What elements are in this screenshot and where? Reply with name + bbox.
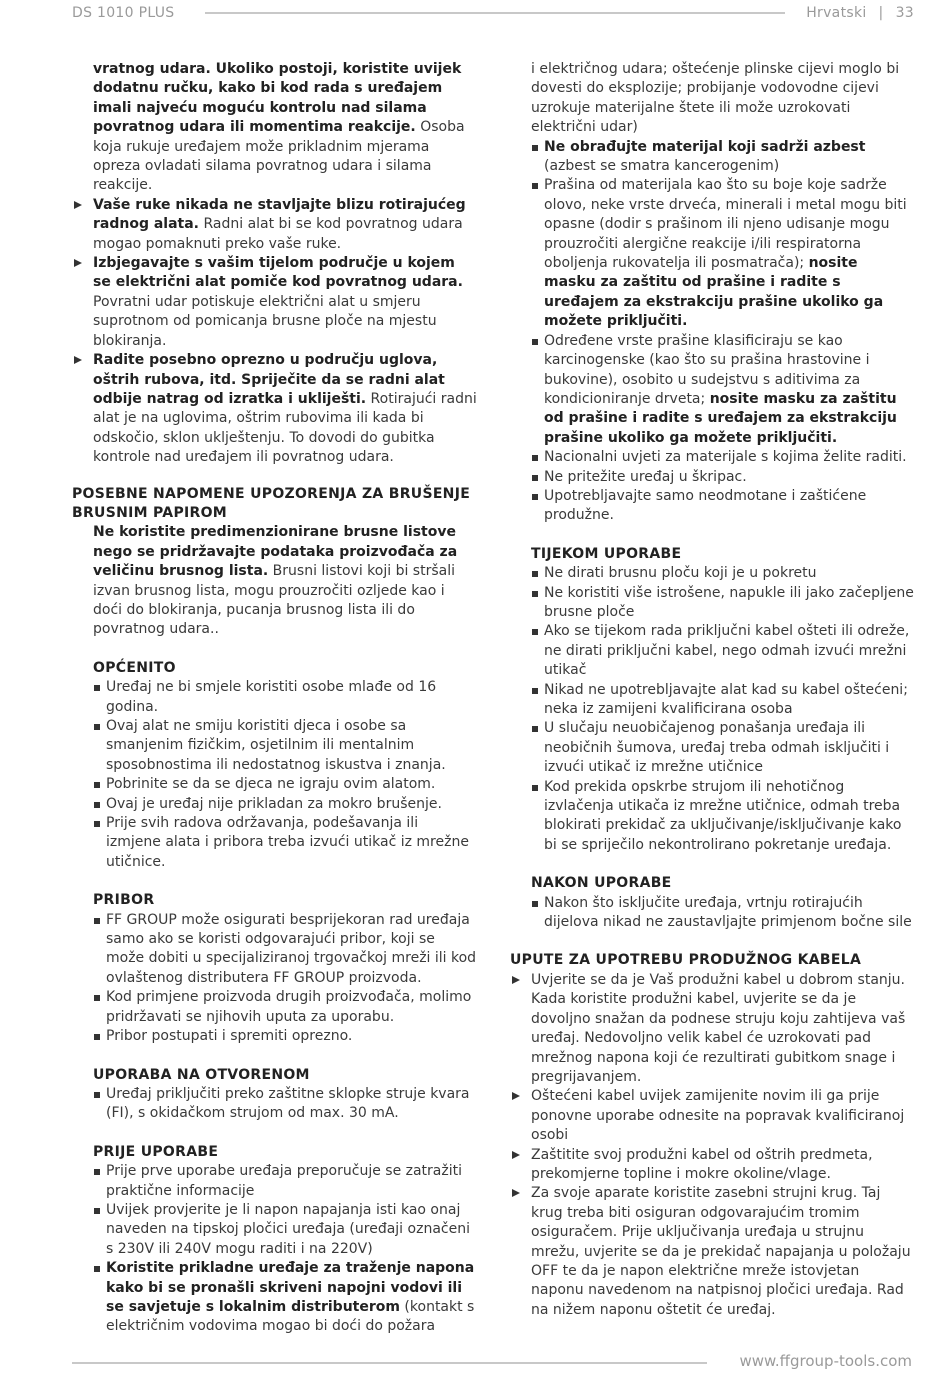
list-item: Upotrebljavajte samo neodmotane i zaštićene produžne. — [531, 487, 914, 526]
list-item: Ne koristiti više istrošene, napukle ili jako začepljene brusne ploče — [531, 584, 914, 623]
header-page-number: 33 — [895, 5, 914, 21]
list-item — [93, 1259, 477, 1337]
header-separator: | — [878, 5, 884, 21]
list-item: Uvijek provjerite je li napon napajanja isti kao onaj naveden na tipskoj pločici uređaja (uređaji označeni s 230V ili 240V mogu raditi i na 220V) — [93, 1201, 477, 1259]
general-heading: OPĆENITO — [93, 659, 176, 676]
outdoor-use-heading: UPORABA NA OTVORENOM — [93, 1066, 310, 1083]
list-item: Ne dirati brusnu ploču koji je u pokretu — [531, 564, 914, 583]
list-item: Nakon što isključite uređaja, vrtnju rotirajućih dijelova nikad ne zaustavljajte primjenom bočne sile — [531, 894, 914, 933]
header-language: Hrvatski — [806, 5, 867, 21]
during-use-heading: TIJEKOM UPORABE — [531, 545, 682, 562]
list-item: Uređaj ne bi smjele koristiti osobe mlađe od 16 godina. — [93, 678, 477, 717]
list-item: Nacionalni uvjeti za materijale s kojima želite raditi. — [531, 448, 914, 467]
list-item: U slučaju neuobičajenog ponašanja uređaja ili neobičnih šumova, uređaj treba odmah isključiti i izvući utikač iz mrežne utičnice — [531, 719, 914, 777]
list-item — [531, 176, 914, 331]
list-item: Zaštitite svoj produžni kabel od oštrih predmeta, prekomjerne topline i mokre okoline/vlage. — [510, 1146, 914, 1185]
list-item: FF GROUP može osigurati besprijekoran rad uređaja samo ako se koristi odgovarajući pribor, koji se može dobiti u specijaliziranoj trgovačkoj mreži ili kod ovlaštenog distributera FF GROUP proizvoda. — [93, 911, 477, 989]
header-rule — [205, 12, 785, 14]
list-item: Oštećeni kabel uvijek zamijenite novim ili ga prije ponovne uporabe odnesite na popravak kvalificiranoj osobi — [510, 1087, 914, 1145]
voltage-detector-text: (kontakt s električnim vodovima mogao bi doći do požara — [106, 1298, 475, 1335]
warning-bold: Vaše ruke nikada ne stavljajte blizu rotirajućeg radnog alata. — [93, 196, 466, 233]
special-notes-text: Brusni listovi koji bi stršali izvan brusnog lista, mogu prouzročiti ozljede kao i doći do blokiranja, pucanja brusnog lista ili do povratnog udara.. — [93, 563, 455, 638]
list-item: Kod primjene proizvoda drugih proizvođača, molimo pridržavati se njihovih uputa za uporabu. — [93, 988, 477, 1027]
warning-item — [72, 196, 477, 254]
warning-bold: Izbjegavajte s vašim tijelom područje u kojem se električni alat pomiče kod povratnog udara. — [93, 255, 463, 291]
list-item: Prije svih radova održavanja, podešavanja ili izmjene alata i pribora treba izvući utikač iz mrežne utičnice. — [93, 814, 477, 872]
warning-text: Povratni udar potiskuje električni alat u smjeru suprotnom od pomicanja brusne ploče na mjestu blokiranja. — [93, 293, 437, 349]
left-column — [72, 60, 477, 1337]
carcinogen-text: Određene vrste prašine klasificiraju se kao karcinogenske (kao što su prašina hrastovine i bukovine), osobito u sudejstvu s aditivima za kondicioniranje drveta; — [544, 332, 870, 407]
list-item: Kod prekida opskrbe strujom ili nehotičnog izvlačenja utikača iz mrežne utičnice, odmah treba blokirati prekidač za uključivanje/isključivanje kako bi se spriječilo nekontrolirano pokretanje uređaja. — [531, 778, 914, 856]
list-item: Nikad ne upotrebljavajte alat kad su kabel oštećeni; neka iz zamijeni kvalificirana osoba — [531, 681, 914, 720]
list-item — [531, 138, 914, 177]
asbestos-bold: Ne obrađujte materijal koji sadrži azbest — [544, 138, 866, 155]
kickback-text: Osoba koja rukuje uređajem može prikladnim mjerama opreza ovladati silama povratnog udara i silama reakcije. — [93, 119, 465, 194]
material-list — [531, 138, 914, 526]
before-use-heading: PRIJE UPORABE — [93, 1143, 219, 1160]
dust-text: Prašina od materijala kao što su boje koje sadrže olovo, neke vrste drveća, minerali i metal mogu biti opasne (dodir s prašinom ili njeno udisanje mogu prouzročiti alergične reakcije i/ili respiratorna oboljenja rukovatelja ili posmatrača); — [544, 177, 907, 272]
extension-cable-heading: UPUTE ZA UPOTREBU PRODUŽNOG KABELA — [510, 952, 862, 969]
warning-text: Radni alat bi se kod povratnog udara mogao pomaknuti preko vaše ruke. — [93, 216, 463, 252]
after-use-heading: NAKON UPORABE — [531, 875, 672, 892]
special-notes-bold: Ne koristite predimenzionirane brusne listove nego se pridržavajte podataka proizvođača za veličinu brusnog lista. — [93, 524, 458, 580]
kickback-paragraph — [72, 60, 477, 196]
list-item: Ovaj je uređaj nije prikladan za mokro brušenje. — [93, 795, 477, 814]
list-item — [531, 332, 914, 448]
footer-rule — [72, 1362, 707, 1364]
continued-text: i električnog udara; oštećenje plinske cijevi moglo bi dovesti do eksplozije; probijanje vodovodne cijevi uzrokuje materijalne štete ili može uzrokovati električni udar) — [531, 61, 900, 136]
list-item: Za svoje aparate koristite zasebni strujni krug. Taj krug treba biti osiguran odgovarajućim tromim osiguračem. Prije uključivanja uređaja u strujnu mrežu, uvjerite se da je prekidač napajanja u položaju OFF te da je napon električne mreže istovjetan naponu navedenom na natpisnoj pločici uređaja. Rad na nižem naponu oštetit će uređaj. — [510, 1184, 914, 1320]
list-item: Uvjerite se da je Vaš produžni kabel u dobrom stanju. Kada koristite produžni kabel, uvjerite se da je dovoljno snažan da podnese struju koju zahtijeva vaš uređaj. Nedovoljno velik kabel će uzrokovati pad mrežnog napona koji će rezultirati gubitkom snage i pregrijavanjem. — [510, 971, 914, 1087]
before-use-list — [93, 1162, 477, 1337]
dust-bold: nosite masku za zaštitu od prašine i radite s uređajem za ekstrakciju prašine ukoliko ga možete priključiti. — [544, 255, 884, 330]
right-column — [510, 60, 914, 1320]
list-item: Ne pritežite uređaj u škripac. — [531, 468, 914, 487]
warning-item — [72, 254, 477, 351]
warning-item — [72, 351, 477, 467]
kickback-bold: vratnog udara. Ukoliko postoji, koristite uvijek dodatnu ručku, kako bi kod rada s uređajem imali najveću moguću kontrolu nad silama povratnog udara ili momentima reakcije. — [93, 61, 462, 136]
list-item: Uređaj priključiti preko zaštitne sklopke struje kvara (FI), s okidačkom strujom od max. 30 mA. — [93, 1085, 477, 1124]
asbestos-text: (azbest se smatra kancerogenim) — [544, 158, 780, 175]
header-page-info — [806, 5, 914, 21]
carcinogen-bold: nosite masku za zaštitu od prašine i radite s uređajem za ekstrakciju prašine ukoliko ga možete priključiti. — [544, 390, 897, 446]
kickback-warning-list — [72, 196, 477, 468]
list-item: Ako se tijekom rada priključni kabel ošteti ili odreže, ne dirati priključni kabel, nego odmah izvući mrežni utikač — [531, 622, 914, 680]
extension-cable-list — [510, 971, 914, 1320]
warning-bold: Radite posebno oprezno u području uglova, oštrih rubova, itd. Spriječite da se radni alat odbije natrag od izratka i ukliješti. — [93, 352, 445, 407]
list-item: Ovaj alat ne smiju koristiti djeca i osobe sa smanjenim fizičkim, osjetilnim ili mentalnim sposobnostima ili nedostatnog iskustva i znanja. — [93, 717, 477, 775]
special-notes-heading: POSEBNE NAPOMENE UPOZORENJA ZA BRUŠENJE BRUSNIM PAPIROM — [72, 485, 471, 521]
list-item: Pribor postupati i spremiti oprezno. — [93, 1027, 477, 1046]
special-notes-paragraph — [72, 523, 477, 639]
after-use-list — [531, 894, 914, 933]
warning-text: Rotirajući radni alat je na uglovima, oštrim rubovima ili kada bi odskočio, sklon uklještenju. To dovodi do gubitka kontrole nad uređajem ili povratnog udara. — [93, 390, 477, 466]
accessories-list — [93, 911, 477, 1047]
header-product-name: DS 1010 PLUS — [72, 5, 175, 21]
during-use-list — [531, 564, 914, 855]
footer-website-link[interactable]: www.ffgroup-tools.com — [739, 1352, 912, 1370]
general-list — [93, 678, 477, 872]
outdoor-use-list — [93, 1085, 477, 1124]
list-item: Prije prve uporabe uređaja preporučuje se zatražiti praktične informacije — [93, 1162, 477, 1201]
accessories-heading: PRIBOR — [93, 892, 155, 909]
voltage-detector-bold: Koristite prikladne uređaje za traženje napona kako bi se pronašli skriveni napojni vodovi ili se savjetuje s lokalnim distributerom — [106, 1260, 475, 1315]
list-item: Pobrinite se da se djeca ne igraju ovim alatom. — [93, 775, 477, 794]
